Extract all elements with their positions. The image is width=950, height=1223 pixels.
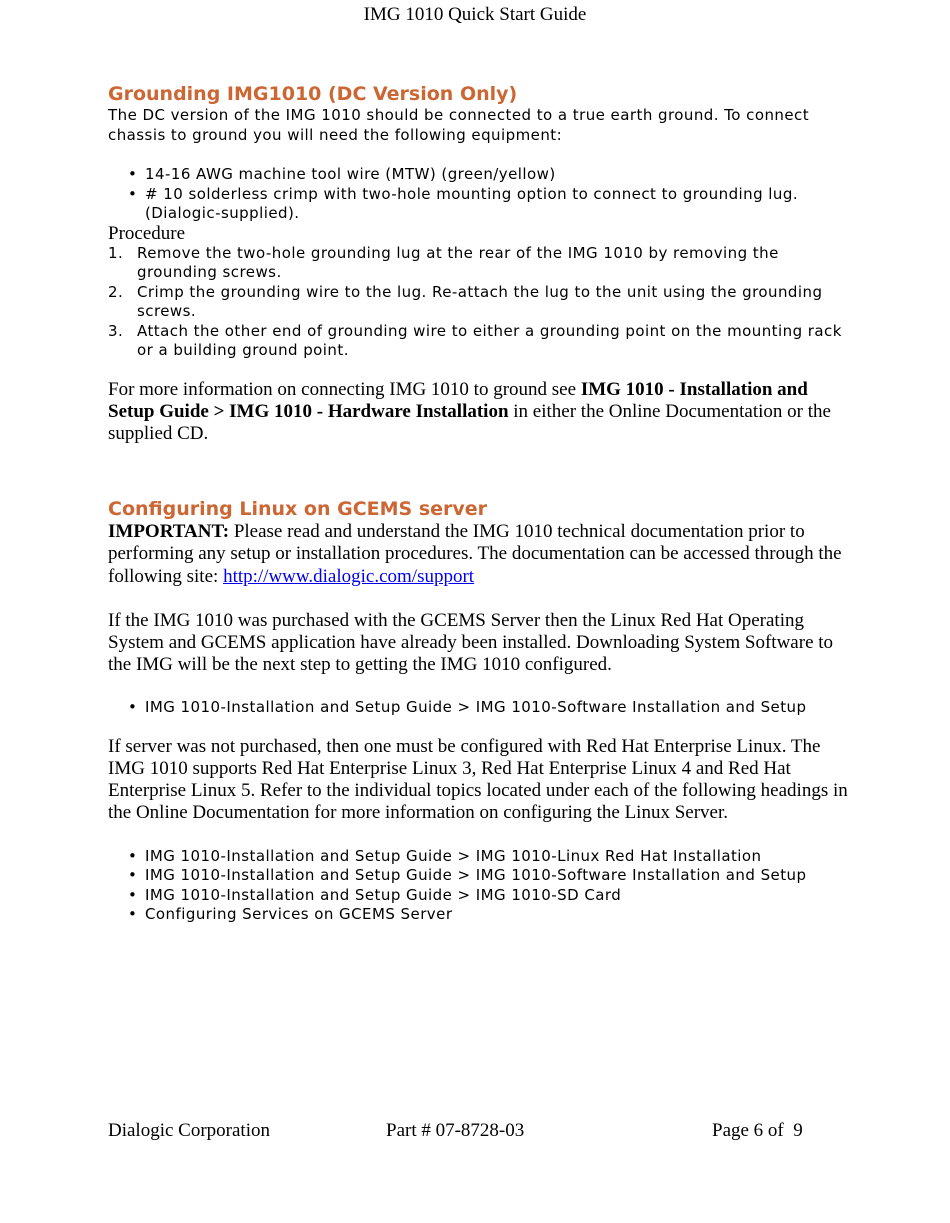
- list-item: • Configuring Services on GCEMS Server: [108, 905, 853, 925]
- purchased-list: [108, 698, 853, 718]
- step-number: 2.: [108, 282, 124, 301]
- important-label: IMPORTANT:: [108, 521, 230, 543]
- grounding-heading: Grounding IMG1010 (DC Version Only): [108, 83, 518, 105]
- document-body: [108, 82, 853, 925]
- more-info-prefix: For more information on connecting IMG 1010 to ground see: [108, 378, 581, 400]
- list-item: • IMG 1010-Installation and Setup Guide > IMG 1010-Software Installation and Setup: [108, 866, 853, 886]
- footer-page-number: Page 6 of 9: [712, 1120, 803, 1141]
- list-item: [108, 283, 853, 322]
- footer-company: Dialogic Corporation: [108, 1120, 270, 1141]
- step-text: Remove the two-hole grounding lug at the rear of the IMG 1010 by removing the grounding screws.: [137, 243, 779, 281]
- doc-reference: IMG 1010 - Installation and Setup Guide > IMG 1010 - Hardware Installation: [108, 378, 808, 422]
- configuration-list: [108, 847, 853, 925]
- support-link[interactable]: http://www.dialogic.com/support: [223, 565, 475, 587]
- purchased-paragraph: If the IMG 1010 was purchased with the GCEMS Server then the Linux Red Hat Operating System and GCEMS application have already been installed. Downloading System Software to the IMG will be the next step to getting the IMG 1010 configured.: [108, 609, 834, 676]
- list-item: • IMG 1010-Installation and Setup Guide > IMG 1010-Software Installation and Setup: [108, 698, 853, 718]
- list-item: • 14-16 AWG machine tool wire (MTW) (green/yellow): [108, 165, 853, 185]
- step-text: Attach the other end of grounding wire to either a grounding point on the mounting rack or a building ground point.: [137, 321, 842, 359]
- linux-heading: Configuring Linux on GCEMS server: [108, 498, 488, 521]
- step-number: 3.: [108, 321, 124, 340]
- list-item: • IMG 1010-Installation and Setup Guide > IMG 1010-SD Card: [108, 886, 853, 906]
- step-text: Crimp the grounding wire to the lug. Re-attach the lug to the unit using the grounding screws.: [137, 282, 823, 320]
- step-number: 1.: [108, 243, 124, 262]
- important-text: Please read and understand the IMG 1010 technical documentation prior to performing any setup or installation procedures. The documentation can be accessed through the following site:: [108, 521, 842, 587]
- important-note: [108, 521, 853, 588]
- procedure-steps: [108, 244, 853, 361]
- grounding-intro: The DC version of the IMG 1010 should be connected to a true earth ground. To connect chassis to ground you will need the following equipment:: [108, 106, 810, 144]
- list-item: • # 10 solderless crimp with two-hole mounting option to connect to grounding lug. (Dialogic-supplied).: [108, 185, 853, 224]
- footer-part-number: Part # 07-8728-03: [386, 1120, 525, 1141]
- list-item: [108, 244, 853, 283]
- list-item: [108, 322, 853, 361]
- grounding-more-info: [108, 379, 853, 446]
- not-purchased-paragraph: If server was not purchased, then one must be configured with Red Hat Enterprise Linux. The IMG 1010 supports Red Hat Enterprise Linux 3, Red Hat Enterprise Linux 4 and Red Hat Enterprise Linux 5. Refer to the individual topics located under each of the following headings in the Online Documentation for more information on configuring the Linux Server.: [108, 735, 848, 824]
- equipment-list: [108, 165, 853, 224]
- procedure-label: Procedure: [108, 222, 186, 244]
- list-item: • IMG 1010-Installation and Setup Guide > IMG 1010-Linux Red Hat Installation: [108, 847, 853, 867]
- more-info-suffix: in either the Online Documentation or the supplied CD.: [108, 400, 831, 444]
- page-header-title: IMG 1010 Quick Start Guide: [363, 4, 587, 25]
